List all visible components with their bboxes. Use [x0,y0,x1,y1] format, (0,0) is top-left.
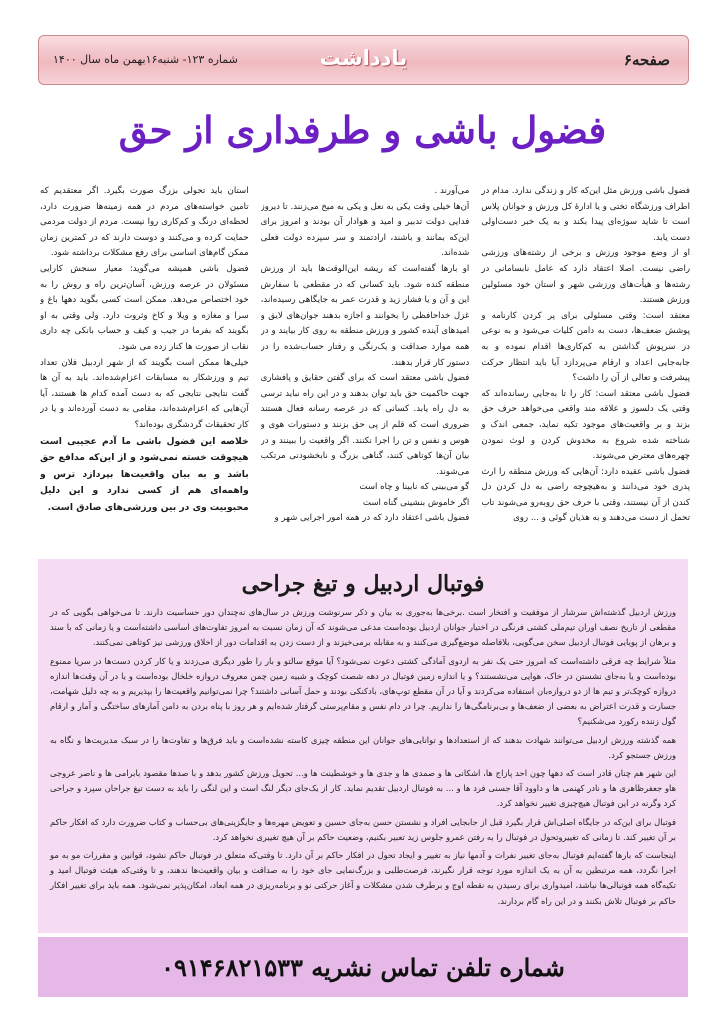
column-3 [40,184,249,546]
paragraph: مثلاً شرایط چه فرقی داشته‌است که امروز حتی یک نفر به اردوی آمادگی کشتی دعوت نمی‌شود؟ آیا موقع سالتو و بار را طور دیگری می‌زدند و یا کار کردن دست‌ها در سرپا ممنوع بوده‌است و یا به‌جای نشستن در خاک، هوایی می‌نشستند؟ و یا اندازه زمین فوتبال در دهه شصت کوچک و شبیه زمین چمن معروف دروازه خلخال بوده‌است و یا در آن وقت‌ها اندازه دروازه کوچک‌تر و تیم ها از دو دروازه‌بان استفاده می‌کردند و آیا در آن مقطع توپ‌های، بادکنکی بودند و حمل آسانی داشتند؟ چرا نمی‌توانیم واقعیت‌ها را بپذیریم و به چه دلیل شهامت، جسارت و قدرت اعتراض به بعضی از ضعف‌ها و بی‌برنامگی‌ها را نداریم. چرا در دام نفس و مقام‌پرستی گرفتار شده‌ایم و هر روز با پناه بردن به دامن آمارهای ساختگی و آمار و ارقام گول زننده رکورد می‌شکنیم؟ [50,655,676,727]
paragraph: فضول باشی معتقد است: کار را تا به‌جایی رسانده‌اند که وقتی یک دلسوز و علاقه مند واقعی می‌خواهد حرف حق بزند و بر واقعیت‌های موجود تکیه نماید، جمعی اندک و شناخته شده شروع به مخدوش کردن و لوث نمودن چهره‌های معترض می‌شوند. [481,388,690,462]
page-header-band [38,35,689,85]
second-article-body [50,605,676,909]
contact-footer [38,937,688,997]
paragraph: این شهر هم چنان قادر است که دهها چون احد پازاج ها، اشکانی ها و صمدی ها و جدی ها و خوشطینت ها و... تحویل ورزش کشور بدهد و با صدها مقصود بابرامی ها و ناصر عروجی هاو جعفرظاهری ها و نادر کهنمی ها و داوود آقا جسنی فرد ها و ... به فوتبال اردبیل تقدیم نماید. کار از یک‌جای دیگر لنگ است و این لنگی را باید به دست تیغ جراحان سپرد و جراحی کرد وگرنه در این فوتبال هیچ‌چیزی تغییر نخواهد کرد. [50,768,676,809]
paragraph: فضول باشی اعتقاد دارد که در همه امور اجرایی شهر و [274,513,470,524]
paragraph: همه گذشته ورزش اردبیل می‌توانند شهادت بدهند که از استعدادها و توانایی‌های جوانان این منطقه چیزی کاسته نشده‌است و باید فرق‌ها و تفاوت‌ها را در سبک مدیریت‌ها و نگاه به ورزش جستجو کرد. [50,734,676,760]
paragraph: معتقد است: وقتی مسئولی برای پر کردن کارنامه و پوشش ضعف‌ها، دست به دامن کلیات می‌شود و به نوعی در سرپوش گذاشتن به کم‌کاری‌ها اقدام نموده و به جابه‌جایی اعداد و ارقام می‌پردازد آیا باید انتظار حرکت پیشرفت و تعالی از آن را داشت؟ [481,310,690,384]
second-article-title: فوتبال اردبیل و تیغ جراحی [241,571,485,597]
paragraph: فضول باشی معتقد است که برای گفتن حقایق و پافشاری جهت حاکمیت حق باید توان بدهند و در این راه نباید ترسی به دل راه یابد. کسانی که در عرصه رسانه فعال هستند ضروری است که قلم از پی حق بزنند و دستورات هوی و هوس و نفس و تن را اجرا نکنند. اگر واقعیت را ببینند و در بیان آن‌ها کوتاهی کنند، گناهی بزرگ و نابخشودنی مرتکب می‌شوند. [260,373,470,477]
issue-info: شماره ۱۲۳- شنبه۱۶بهمن ماه سال ۱۴۰۰ [53,53,238,66]
paragraph: ورزش اردبیل گذشته‌اش سرشار از موفقیت و افتخار است .برخی‌ها به‌جوری به بیان و ذکر سرنوشت ورزش در سال‌های نه‌چندان دور حساسیت دارند. تا می‌خواهی بگویی که در مقطعی از تاریخ نصف اوران تیم‌ملی کشتی فرنگی در اختیار جوانان اردبیل بوده‌است مدعی می‌شوند که آن زمان نسبت به امروز تفاوت‌های اساسی داشته‌است و یا زمانی که با سند و برهان از پویایی فوتبال اردبیل سخن می‌گویی، بلافاصله موضع‌گیری می‌کنند و به مقابله برمی‌خیزند و از دست زدن به اقدامات دور از اخلاق ورزشی نیز کوتاهی نمی‌کنند. [50,607,676,648]
paragraph: می‌آورند . [434,186,470,196]
paragraph: او بارها گفته‌است که ریشه این‌الوقت‌ها باید از ورزش منطقه کنده شود. باید کسانی که در مقطعی با سفارش این و آن و یا فشار زید و قدرت عمر به جایگاهی رسیده‌اند، غزل خداحافظی را بخوانند و اجازه بدهند جوان‌های لایق و امیدهای آینده کشور و ورزش منطقه به روی کار بیایند و در همه موارد صداقت و یک‌رنگی و رفتار حساب‌شده را در دستور کار قرار بدهند. [260,263,470,368]
section-name: یادداشت [319,46,408,70]
paragraph: فوتبال برای این‌که در جایگاه اصلی‌اش قرار بگیرد قبل از جابجایی افراد و نشستن حسن به‌جای حسین و تعویض مهره‌ها و جایگزینی‌های بی‌حساب و کتاب ضرورت دارد که افکار حاکم بر آن تغییر کند. تا زمانی که تغییروتحول در فوتبال را به رفتن عمرو جلوس زید تعبیر بکنیم، وضعیت حاکم بر آن هیچ تغییری نخواهد کرد. [50,816,676,842]
poem-line: اگر خاموش بنشینی گناه است [362,497,470,508]
contact-phone: شماره تلفن تماس نشریه ۰۹۱۴۶۸۲۱۵۳۳ [161,952,565,982]
paragraph: فضول باشی ورزش مثل این‌که کار و زندگی ندارد. مدام در اطراف ورزشگاه تختی و یا ادارهٔ کل ورزش و جوانان پلاس است تا شاید سوژه‌ای پیدا بکند و به یک خبر دست‌اولی دست یابد. [481,186,690,243]
paragraph: فضول باشی عقیده دارد: آن‌هایی که ورزش منطقه را ارث پدری خود می‌دانند و به‌هیچوجه راضی به دل کردن دل کندن از آن نیستند، وقتی با حرف حق روبه‌رو می‌شوند تاب تحمل از دست می‌دهند و به هذیان گوئی و ... روی [481,466,690,524]
paragraph: او از وضع موجود ورزش و برخی از رشته‌های ورزشی راضی نیست. اصلا اعتقاد دارد که عامل نابسامانی در رشته‌ها و هیأت‌های ورزشی شهر و استان خود مسئولین ورزش هستند. [481,248,690,306]
page-number: صفحه۶ [623,51,670,69]
paragraph: استان باید تحولی بزرگ صورت بگیرد. اگر معتقدیم که تامین خواسته‌های مردم در همه زمینه‌ها ضرورت دارد، لحظه‌ای درنگ و کم‌کاری روا نیست. مردم از دولت مردمی حمایت کرده و می‌کنند و دوست دارند که در کمترین زمان ممکن گام‌های اساسی برای رفع مشکلات برداشته شود. [40,186,249,259]
article-columns [40,184,690,546]
article-title: فضول باشی و طرفداری از حق [118,108,607,152]
paragraph: اینجاست که بارها گفته‌ایم فوتبال به‌جای تغییر نفرات و آدمها نیاز به تغییر و ایجاد تحول در افکار حاکم بر آن دارد. تا وقتی‌که متعلق در فوتبال حاکم نشود، قوانین و مقررات مو به مو اجرا نگردد، همه مرتبطین به آن به یک اندازه مورد توجه قرار نگیرند، فرصت‌طلبی و بزرگ‌نمایی جای خود را به صداقت و بیان واقعیت‌ها ندهند، و تا وقتی‌که هیئت فوتبال امید و تکیه‌گاه همه فوتبالی‌ها نباشد، امیدواری برای رسیدن به نقطه اوج و برطرف شدن مشکلات و آغاز حرکتی نو و برنامه‌ریزی در همه ابعاد، امکان‌پذیر نمی‌شود. همه باید برای تغییر افکار حاکم بر فوتبال تلاش بکنند و در این راه گام بردارند. [50,850,676,906]
column-2 [261,184,470,546]
conclusion-paragraph: خلاصه این فضول باشی ما آدم عجیبی است هیچوقت خسته نمی‌شود و از این‌که مدافع حق باشد و به بیان واقعیت‌ها بپردازد ترس و واهمه‌ای هم از کسی ندارد و این دلیل محبوبیت وی در بین ورزشی‌های صادق است. [40,435,249,513]
poem-line: گو می‌بینی که نابینا و چاه است [359,482,470,493]
second-article-box [38,559,688,933]
paragraph: آن‌ها خیلی وقت یکی به نعل و یکی به میخ می‌زنند. تا دیروز فدایی دولت تدبیر و امید و هوادار آن بودند و امروز برای این‌که بمانند و باشند، ارادتمند و سر سپرده دولت فعلی شده‌اند. [260,201,470,259]
paragraph: فضول باشی همیشه می‌گوید: معیار سنجش کارایی مسئولان در عرصه ورزش، آسان‌ترین راه و روش را به خود اختصاص می‌دهد. ممکن است کسی بگوید دهها باغ و سرا و مغازه و ویلا و کاخ وثروت دارد. ولی وقتی به او بگویند که بفرما در جیب و کیف و حساب بانکی چه داری نقاب از صورت ها کنار زده می شود. [40,263,249,352]
column-1 [481,184,690,546]
paragraph: خیلی‌ها ممکن است بگویند که از شهر اردبیل فلان تعداد تیم و ورزشکار به مسابقات اعزام‌شده‌اند. باید به آن ها گفت نتایجی نتایجی که به دست آمده کدام ها هستند، آیا آن‌هایی که اعزام‌شده‌اند، مقامی به دست آورده‌اند و یا در کار تحقیقات گردشگری بوده‌اند؟ [40,357,249,430]
